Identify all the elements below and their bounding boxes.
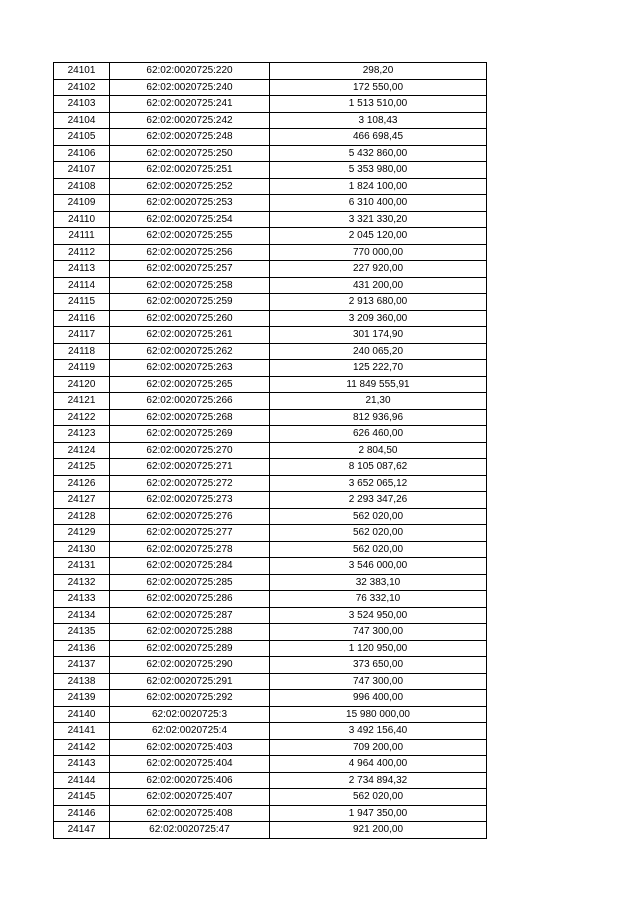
cadastral-number-cell: 62:02:0020725:252	[110, 178, 270, 195]
row-number-cell: 24137	[54, 657, 110, 674]
row-number-cell: 24119	[54, 360, 110, 377]
value-cell: 172 550,00	[270, 79, 487, 96]
cadastral-number-cell: 62:02:0020725:257	[110, 261, 270, 278]
cadastral-number-cell: 62:02:0020725:292	[110, 690, 270, 707]
row-number-cell: 24143	[54, 756, 110, 773]
table-row	[54, 96, 487, 113]
table-row	[54, 690, 487, 707]
cadastral-number-cell: 62:02:0020725:255	[110, 228, 270, 245]
row-number-cell: 24132	[54, 574, 110, 591]
row-number-cell: 24124	[54, 442, 110, 459]
row-number-cell: 24122	[54, 409, 110, 426]
row-number-cell: 24147	[54, 822, 110, 839]
value-cell: 3 652 065,12	[270, 475, 487, 492]
value-cell: 1 947 350,00	[270, 805, 487, 822]
table-row	[54, 211, 487, 228]
table-row	[54, 310, 487, 327]
value-cell: 4 964 400,00	[270, 756, 487, 773]
row-number-cell: 24125	[54, 459, 110, 476]
row-number-cell: 24106	[54, 145, 110, 162]
value-cell: 2 804,50	[270, 442, 487, 459]
row-number-cell: 24111	[54, 228, 110, 245]
table-row	[54, 79, 487, 96]
table-row	[54, 63, 487, 80]
row-number-cell: 24105	[54, 129, 110, 146]
cadastral-number-cell: 62:02:0020725:248	[110, 129, 270, 146]
row-number-cell: 24129	[54, 525, 110, 542]
row-number-cell: 24112	[54, 244, 110, 261]
table-row	[54, 228, 487, 245]
row-number-cell: 24130	[54, 541, 110, 558]
row-number-cell: 24118	[54, 343, 110, 360]
table-row	[54, 789, 487, 806]
row-number-cell: 24121	[54, 393, 110, 410]
value-cell: 921 200,00	[270, 822, 487, 839]
table-row	[54, 508, 487, 525]
value-cell: 3 209 360,00	[270, 310, 487, 327]
value-cell: 15 980 000,00	[270, 706, 487, 723]
value-cell: 562 020,00	[270, 789, 487, 806]
table-row	[54, 492, 487, 509]
value-cell: 2 734 894,32	[270, 772, 487, 789]
value-cell: 21,30	[270, 393, 487, 410]
value-cell: 3 321 330,20	[270, 211, 487, 228]
table-row	[54, 393, 487, 410]
table-row	[54, 805, 487, 822]
row-number-cell: 24107	[54, 162, 110, 179]
value-cell: 3 108,43	[270, 112, 487, 129]
cadastral-number-cell: 62:02:0020725:287	[110, 607, 270, 624]
row-number-cell: 24136	[54, 640, 110, 657]
value-cell: 996 400,00	[270, 690, 487, 707]
table-row	[54, 244, 487, 261]
cadastral-number-cell: 62:02:0020725:265	[110, 376, 270, 393]
row-number-cell: 24134	[54, 607, 110, 624]
cadastral-number-cell: 62:02:0020725:288	[110, 624, 270, 641]
cadastral-number-cell: 62:02:0020725:250	[110, 145, 270, 162]
cadastral-number-cell: 62:02:0020725:266	[110, 393, 270, 410]
cadastral-number-cell: 62:02:0020725:406	[110, 772, 270, 789]
table-row	[54, 591, 487, 608]
value-cell: 770 000,00	[270, 244, 487, 261]
table-row	[54, 145, 487, 162]
value-cell: 3 492 156,40	[270, 723, 487, 740]
table-row	[54, 739, 487, 756]
cadastral-number-cell: 62:02:0020725:289	[110, 640, 270, 657]
cadastral-number-cell: 62:02:0020725:278	[110, 541, 270, 558]
table-row	[54, 442, 487, 459]
cadastral-number-cell: 62:02:0020725:273	[110, 492, 270, 509]
table-row	[54, 409, 487, 426]
cadastral-number-cell: 62:02:0020725:408	[110, 805, 270, 822]
table-row	[54, 294, 487, 311]
row-number-cell: 24102	[54, 79, 110, 96]
cadastral-number-cell: 62:02:0020725:277	[110, 525, 270, 542]
value-cell: 747 300,00	[270, 624, 487, 641]
value-cell: 3 546 000,00	[270, 558, 487, 575]
row-number-cell: 24127	[54, 492, 110, 509]
cadastral-number-cell: 62:02:0020725:285	[110, 574, 270, 591]
value-cell: 1 513 510,00	[270, 96, 487, 113]
row-number-cell: 24133	[54, 591, 110, 608]
table-body	[54, 63, 487, 839]
cadastral-number-cell: 62:02:0020725:258	[110, 277, 270, 294]
table-row	[54, 360, 487, 377]
cadastral-number-cell: 62:02:0020725:268	[110, 409, 270, 426]
cadastral-number-cell: 62:02:0020725:261	[110, 327, 270, 344]
value-cell: 709 200,00	[270, 739, 487, 756]
table-row	[54, 657, 487, 674]
row-number-cell: 24144	[54, 772, 110, 789]
table-row	[54, 178, 487, 195]
row-number-cell: 24141	[54, 723, 110, 740]
table-row	[54, 640, 487, 657]
value-cell: 431 200,00	[270, 277, 487, 294]
row-number-cell: 24135	[54, 624, 110, 641]
value-cell: 373 650,00	[270, 657, 487, 674]
cadastral-number-cell: 62:02:0020725:3	[110, 706, 270, 723]
value-cell: 125 222,70	[270, 360, 487, 377]
value-cell: 1 120 950,00	[270, 640, 487, 657]
row-number-cell: 24123	[54, 426, 110, 443]
table-row	[54, 376, 487, 393]
table-row	[54, 822, 487, 839]
table-row	[54, 343, 487, 360]
value-cell: 562 020,00	[270, 525, 487, 542]
table-row	[54, 162, 487, 179]
cadastral-number-cell: 62:02:0020725:263	[110, 360, 270, 377]
cadastral-number-cell: 62:02:0020725:272	[110, 475, 270, 492]
row-number-cell: 24110	[54, 211, 110, 228]
row-number-cell: 24115	[54, 294, 110, 311]
value-cell: 11 849 555,91	[270, 376, 487, 393]
table-row	[54, 541, 487, 558]
row-number-cell: 24139	[54, 690, 110, 707]
row-number-cell: 24146	[54, 805, 110, 822]
value-cell: 5 432 860,00	[270, 145, 487, 162]
value-cell: 626 460,00	[270, 426, 487, 443]
cadastral-number-cell: 62:02:0020725:262	[110, 343, 270, 360]
cadastral-number-cell: 62:02:0020725:254	[110, 211, 270, 228]
cadastral-number-cell: 62:02:0020725:4	[110, 723, 270, 740]
value-cell: 298,20	[270, 63, 487, 80]
row-number-cell: 24103	[54, 96, 110, 113]
cadastral-number-cell: 62:02:0020725:284	[110, 558, 270, 575]
row-number-cell: 24108	[54, 178, 110, 195]
value-cell: 240 065,20	[270, 343, 487, 360]
value-cell: 747 300,00	[270, 673, 487, 690]
row-number-cell: 24131	[54, 558, 110, 575]
value-cell: 301 174,90	[270, 327, 487, 344]
value-cell: 2 045 120,00	[270, 228, 487, 245]
table-row	[54, 574, 487, 591]
row-number-cell: 24138	[54, 673, 110, 690]
cadastral-number-cell: 62:02:0020725:404	[110, 756, 270, 773]
value-cell: 466 698,45	[270, 129, 487, 146]
cadastral-number-cell: 62:02:0020725:271	[110, 459, 270, 476]
row-number-cell: 24101	[54, 63, 110, 80]
value-cell: 812 936,96	[270, 409, 487, 426]
cadastral-number-cell: 62:02:0020725:256	[110, 244, 270, 261]
value-cell: 8 105 087,62	[270, 459, 487, 476]
table-row	[54, 706, 487, 723]
table-row	[54, 756, 487, 773]
cadastral-number-cell: 62:02:0020725:251	[110, 162, 270, 179]
table-row	[54, 475, 487, 492]
row-number-cell: 24113	[54, 261, 110, 278]
value-cell: 3 524 950,00	[270, 607, 487, 624]
value-cell: 76 332,10	[270, 591, 487, 608]
table-row	[54, 261, 487, 278]
value-cell: 562 020,00	[270, 508, 487, 525]
cadastral-number-cell: 62:02:0020725:240	[110, 79, 270, 96]
row-number-cell: 24109	[54, 195, 110, 212]
cadastral-number-cell: 62:02:0020725:403	[110, 739, 270, 756]
cadastral-value-table	[53, 62, 487, 839]
table-row	[54, 426, 487, 443]
cadastral-number-cell: 62:02:0020725:269	[110, 426, 270, 443]
table-row	[54, 723, 487, 740]
table-row	[54, 624, 487, 641]
value-cell: 1 824 100,00	[270, 178, 487, 195]
value-cell: 2 293 347,26	[270, 492, 487, 509]
value-cell: 6 310 400,00	[270, 195, 487, 212]
cadastral-number-cell: 62:02:0020725:260	[110, 310, 270, 327]
row-number-cell: 24145	[54, 789, 110, 806]
value-cell: 2 913 680,00	[270, 294, 487, 311]
row-number-cell: 24117	[54, 327, 110, 344]
table-row	[54, 459, 487, 476]
table-row	[54, 195, 487, 212]
cadastral-number-cell: 62:02:0020725:47	[110, 822, 270, 839]
row-number-cell: 24116	[54, 310, 110, 327]
cadastral-number-cell: 62:02:0020725:270	[110, 442, 270, 459]
row-number-cell: 24142	[54, 739, 110, 756]
table-row	[54, 607, 487, 624]
table-row	[54, 525, 487, 542]
value-cell: 5 353 980,00	[270, 162, 487, 179]
cadastral-number-cell: 62:02:0020725:241	[110, 96, 270, 113]
cadastral-number-cell: 62:02:0020725:291	[110, 673, 270, 690]
value-cell: 227 920,00	[270, 261, 487, 278]
cadastral-number-cell: 62:02:0020725:290	[110, 657, 270, 674]
table-row	[54, 673, 487, 690]
table-row	[54, 772, 487, 789]
table-row	[54, 112, 487, 129]
table-row	[54, 327, 487, 344]
row-number-cell: 24128	[54, 508, 110, 525]
value-cell: 32 383,10	[270, 574, 487, 591]
cadastral-number-cell: 62:02:0020725:253	[110, 195, 270, 212]
table-row	[54, 558, 487, 575]
cadastral-number-cell: 62:02:0020725:220	[110, 63, 270, 80]
cadastral-number-cell: 62:02:0020725:407	[110, 789, 270, 806]
row-number-cell: 24120	[54, 376, 110, 393]
row-number-cell: 24104	[54, 112, 110, 129]
cadastral-number-cell: 62:02:0020725:259	[110, 294, 270, 311]
value-cell: 562 020,00	[270, 541, 487, 558]
table-row	[54, 129, 487, 146]
table-row	[54, 277, 487, 294]
row-number-cell: 24126	[54, 475, 110, 492]
cadastral-number-cell: 62:02:0020725:242	[110, 112, 270, 129]
cadastral-number-cell: 62:02:0020725:286	[110, 591, 270, 608]
cadastral-number-cell: 62:02:0020725:276	[110, 508, 270, 525]
row-number-cell: 24114	[54, 277, 110, 294]
row-number-cell: 24140	[54, 706, 110, 723]
